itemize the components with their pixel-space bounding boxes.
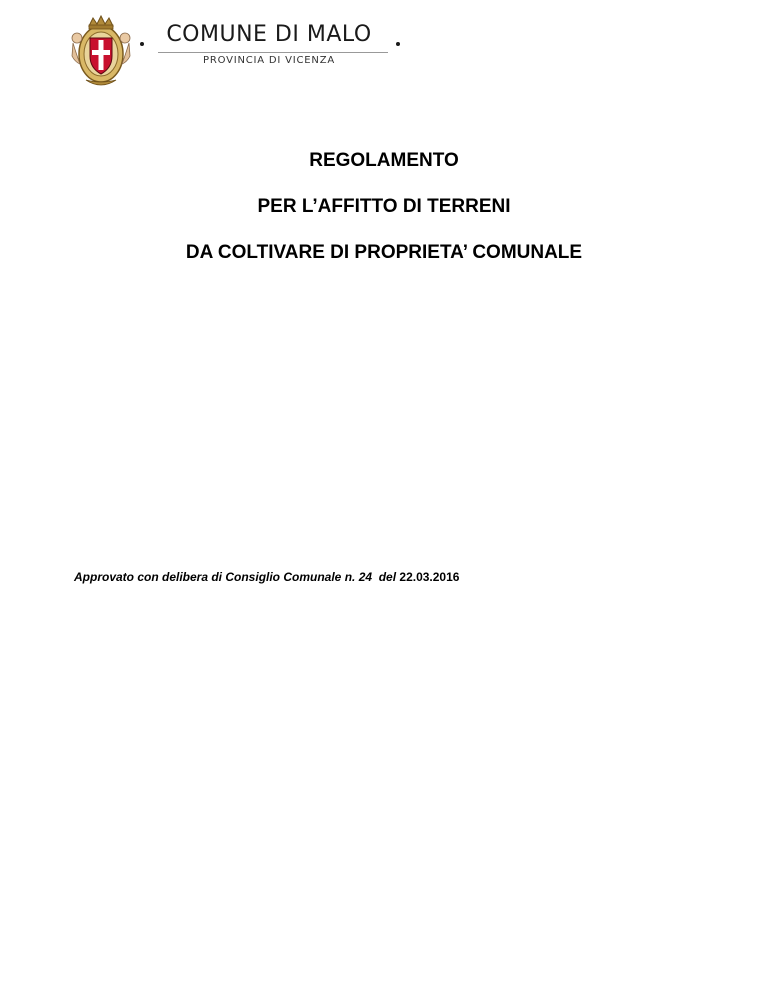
document-title-line-2: PER L’AFFITTO DI TERRENI	[257, 196, 511, 217]
comune-wordmark	[144, 22, 394, 67]
crest-icon	[70, 12, 132, 90]
comune-name	[144, 22, 394, 48]
wordmark-divider	[158, 52, 388, 53]
province-subtitle: PROVINCIA DI VICENZA	[203, 55, 335, 66]
document-title-line-3: DA COLTIVARE DI PROPRIETA’ COMUNALE	[185, 242, 583, 263]
decorative-dot-left	[140, 42, 144, 46]
approval-note	[74, 570, 459, 584]
document-title-line-1: REGOLAMENTO	[309, 150, 459, 171]
approval-text: Approvato con delibera di Consiglio Comunale n. 24 del	[74, 570, 400, 584]
comune-name-text: COMUNE DI MALO	[166, 22, 372, 47]
approval-date: 22.03.2016	[399, 570, 460, 584]
decorative-dot-right	[396, 42, 400, 46]
comune-header	[70, 12, 400, 92]
